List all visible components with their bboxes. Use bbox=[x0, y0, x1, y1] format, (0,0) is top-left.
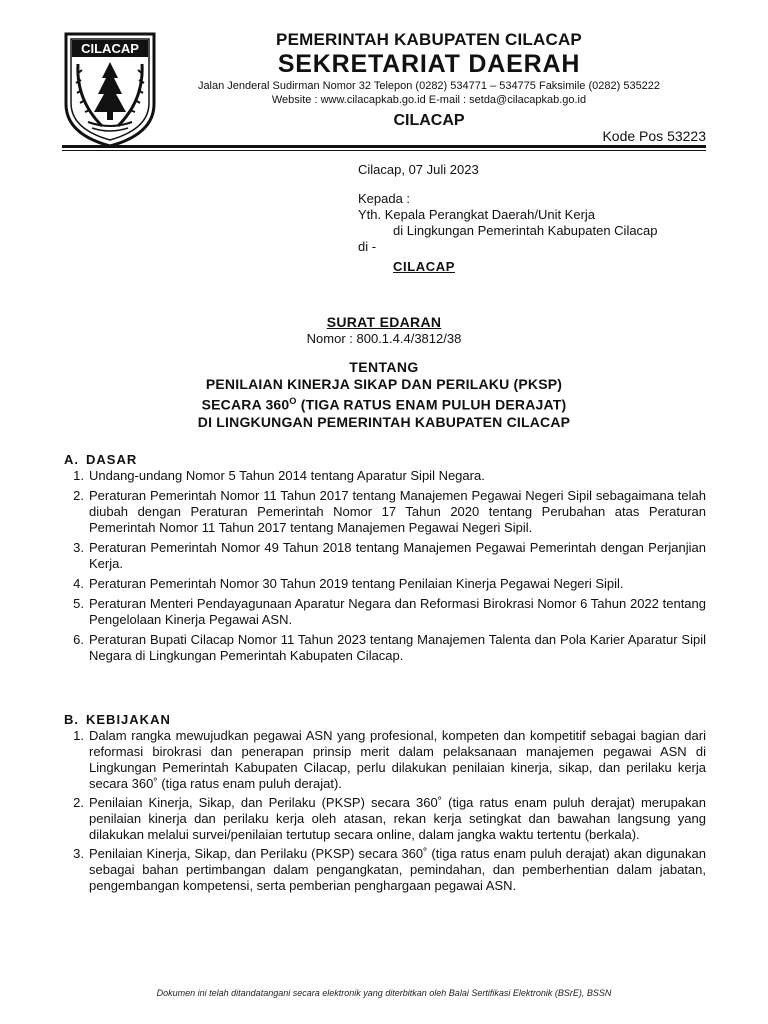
tentang-label: TENTANG bbox=[349, 359, 419, 375]
list-item: 3. Penilaian Kinerja, Sikap, dan Perilaku (PKSP) secara 360˚ (tiga ratus enam puluh derajat) akan digunakan sebagai bahan pertimbangan dalam pengangkatan, pemindahan, dan pemberhentian dalam jabatan, pengembangan kompetensi, serta pemberian penghargaan pegawai ASN. bbox=[73, 846, 706, 893]
letterhead-rule-thin bbox=[62, 150, 706, 151]
degree-mark: O bbox=[289, 396, 297, 406]
office-address: Jalan Jenderal Sudirman Nomor 32 Telepon (0282) 534771 – 534775 Faksimile (0282) 535222 bbox=[197, 80, 661, 92]
section-heading: B. KEBIJAKAN bbox=[64, 712, 171, 727]
office-city: CILACAP bbox=[393, 112, 465, 129]
office-name: SEKRETARIAT DAERAH bbox=[277, 50, 581, 78]
di-label: di - bbox=[358, 239, 377, 254]
cilacap-coat-of-arms-logo bbox=[62, 30, 158, 148]
list-item: 1. Dalam rangka mewujudkan pegawai ASN yang profesional, kompeten dan kompetitif sebagai bagian dari reformasi birokrasi dan penerapan prinsip merit dalam pelaksanaan manajemen pegawai ASN di Lingkungan Pemerintah Kabupaten Cilacap, perlu dilakukan penilaian kinerja, sikap, dan perilaku kerja secara 360˚ (tiga ratus enam puluh derajat). bbox=[73, 728, 706, 791]
recipient-title: Yth. Kepala Perangkat Daerah/Unit Kerja bbox=[358, 207, 596, 222]
recipient-place: CILACAP bbox=[393, 259, 455, 274]
section-kebijakan bbox=[64, 712, 706, 897]
kepada-label: Kepada : bbox=[358, 191, 411, 206]
subject-line-2: SECARA $360^O$ (TIGA RATUS ENAM PULUH DERAJAT) bbox=[201, 396, 567, 413]
list-item: 3. Peraturan Pemerintah Nomor 49 Tahun 2018 tentang Manajemen Pegawai Pemerintah dengan Perjanjian Kerja. bbox=[73, 540, 706, 571]
postal-code: Kode Pos 53223 bbox=[602, 128, 706, 144]
list-item: 6. Peraturan Bupati Cilacap Nomor 11 Tahun 2023 tentang Manajemen Talenta dan Pola Karier Aparatur Sipil Negara di Lingkungan Pemerintah Kabupaten Cilacap. bbox=[73, 632, 706, 663]
subject-line-1: PENILAIAN KINERJA SIKAP DAN PERILAKU (PKSP) bbox=[205, 376, 563, 392]
list-item: 2. Peraturan Pemerintah Nomor 11 Tahun 2017 tentang Manajemen Pegawai Negeri Sipil sebagaimana telah diubah dengan Peraturan Pemerintah Nomor 17 Tahun 2020 tentang Perubahan atas Peraturan Pemerintah Nomor 11 Tahun 2017 tentang Manajemen Pegawai Negeri Sipil. bbox=[73, 488, 706, 535]
subject-line-3: DI LINGKUNGAN PEMERINTAH KABUPATEN CILACAP bbox=[197, 413, 571, 430]
list-item: 2. Penilaian Kinerja, Sikap, dan Perilaku (PKSP) secara 360˚ (tiga ratus enam puluh derajat) merupakan penilaian kinerja dan perilaku kerja oleh atasan, rekan kerja setingkat dan bawahan langsung yang dilakukan melalui survei/penilaian tertutup secara online, dalam jangka waktu tertentu (berkala). bbox=[73, 795, 706, 842]
letterhead-rule-thick bbox=[62, 145, 706, 148]
document-type: SURAT EDARAN bbox=[326, 314, 442, 330]
section-heading: A. DASAR bbox=[64, 452, 138, 467]
letterhead bbox=[160, 30, 698, 131]
government-name: PEMERINTAH KABUPATEN CILACAP bbox=[276, 30, 582, 49]
section-dasar bbox=[64, 452, 706, 668]
recipient-scope: di Lingkungan Pemerintah Kabupaten Cilacap bbox=[393, 223, 658, 238]
list-item: 1. Undang-undang Nomor 5 Tahun 2014 tentang Aparatur Sipil Negara. bbox=[73, 468, 485, 483]
dasar-list bbox=[64, 468, 706, 664]
recipient-block bbox=[358, 162, 658, 275]
list-item: 4. Peraturan Pemerintah Nomor 30 Tahun 2019 tentang Penilaian Kinerja Pegawai Negeri Sipil. bbox=[73, 576, 624, 591]
title-block bbox=[62, 314, 706, 431]
logo-text: CILACAP bbox=[81, 41, 139, 56]
list-item: 5. Peraturan Menteri Pendayagunaan Aparatur Negara dan Reformasi Birokrasi Nomor 6 Tahun 2022 tentang Pengelolaan Kinerja Pegawai ASN. bbox=[73, 596, 706, 627]
office-website-email: Website : www.cilacapkab.go.id E-mail : setda@cilacapkab.go.id bbox=[271, 94, 587, 106]
e-signature-footer: Dokumen ini telah ditandatangani secara elektronik yang diterbitkan oleh Balai Sertifikasi Elektronik (BSrE), BSSN bbox=[156, 988, 612, 998]
letter-date: Cilacap, 07 Juli 2023 bbox=[358, 162, 479, 177]
document-number: Nomor : 800.1.4.4/3812/38 bbox=[306, 331, 462, 346]
kebijakan-list bbox=[64, 728, 706, 894]
